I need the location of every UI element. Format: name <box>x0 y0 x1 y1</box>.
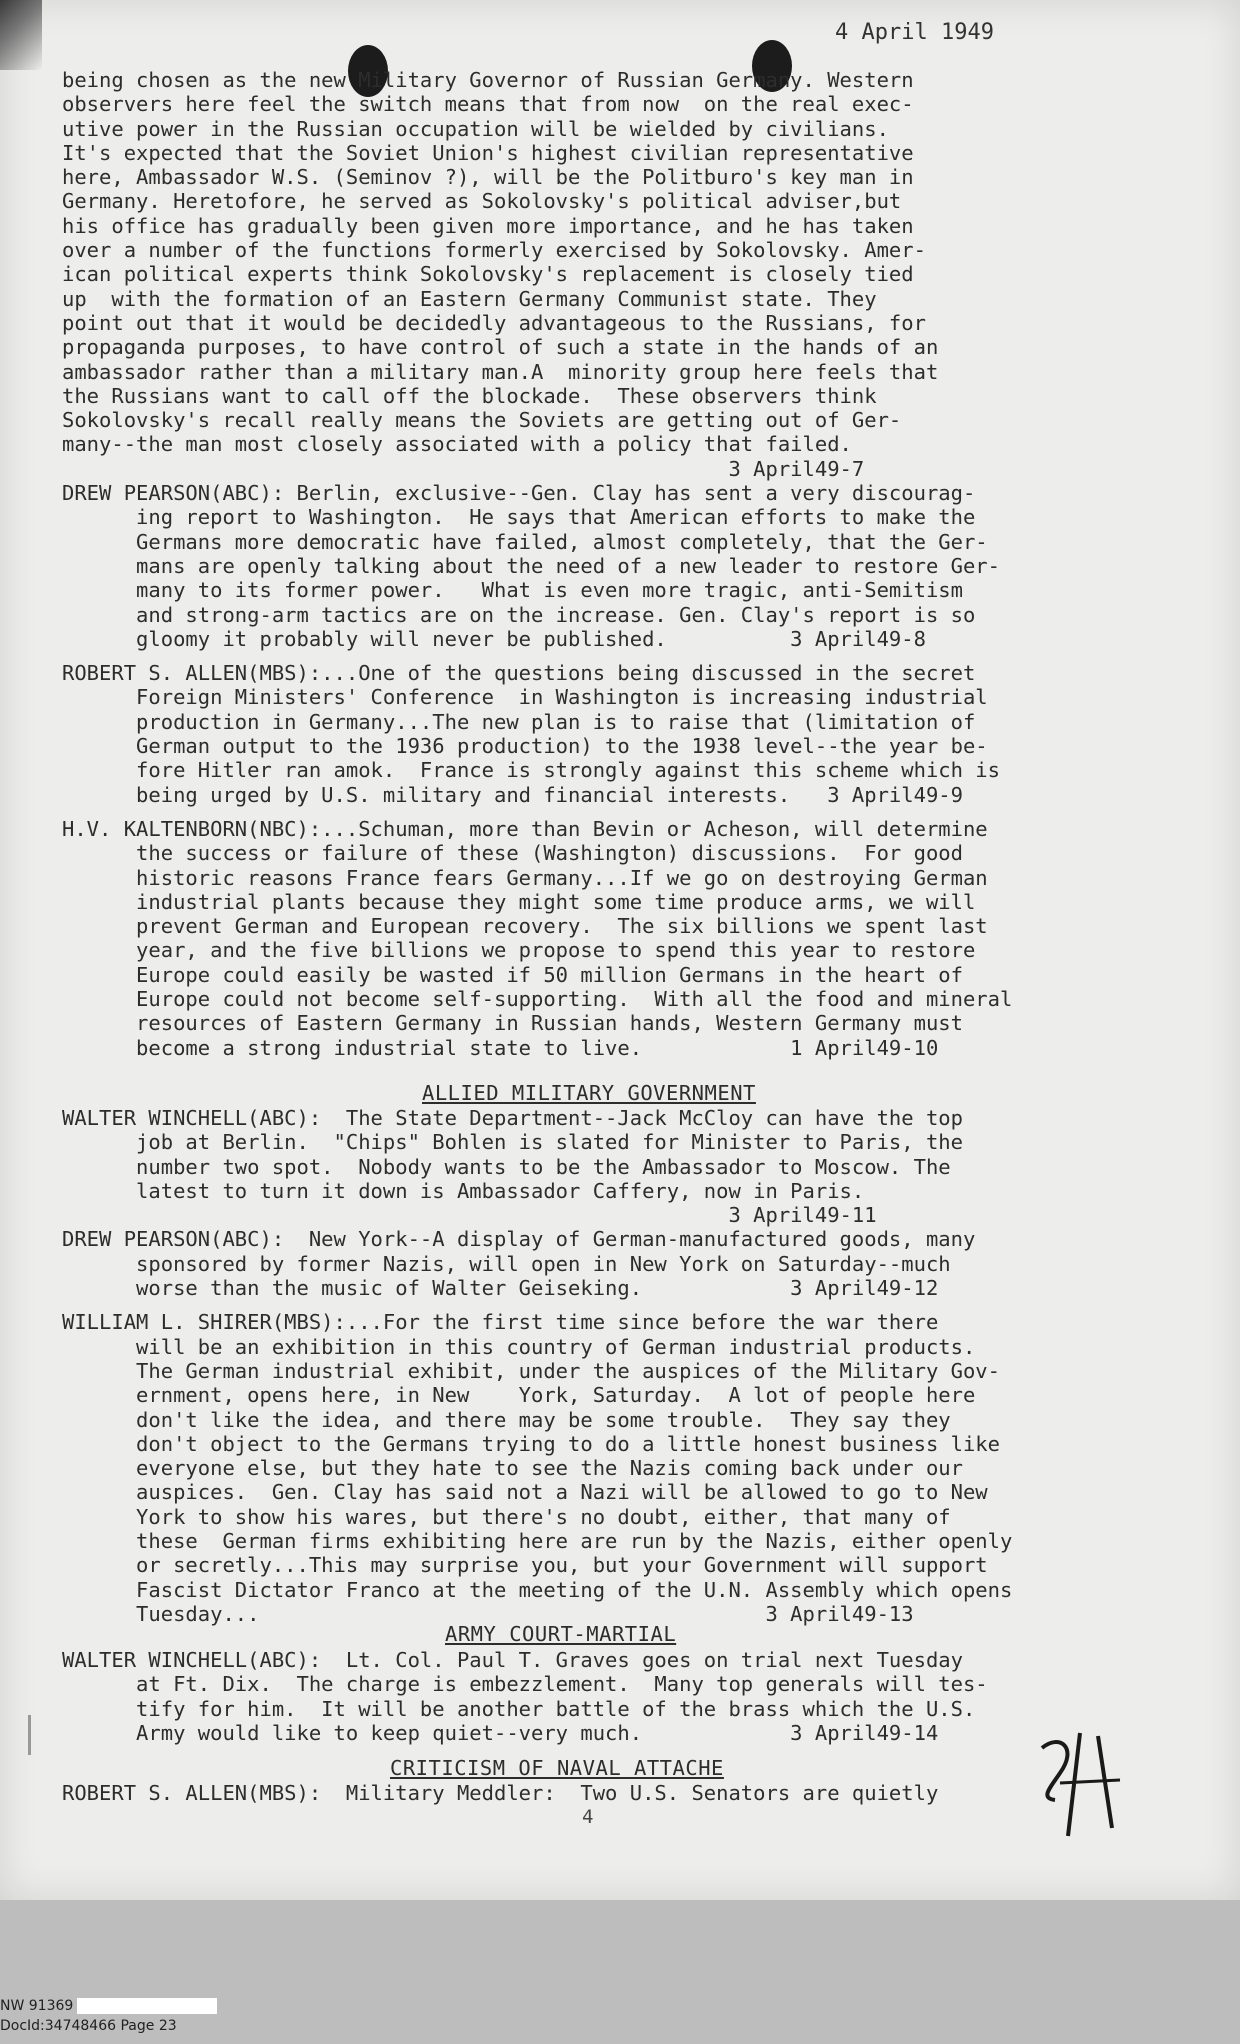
text-line: It's expected that the Soviet Union's highest civilian representative <box>62 140 914 165</box>
text-line: Foreign Ministers' Conference in Washington is increasing industrial <box>62 685 988 710</box>
text-line: DREW PEARSON(ABC): Berlin, exclusive--Gen. Clay has sent a very discourag- <box>62 481 976 506</box>
text-line: the success or failure of these (Washington) discussions. For good <box>62 841 963 866</box>
heading-army-court-martial: ARMY COURT-MARTIAL <box>445 1622 677 1646</box>
text-line: resources of Eastern Germany in Russian hands, Western Germany must <box>62 1011 963 1036</box>
text-line: utive power in the Russian occupation will be wielded by civilians. <box>62 116 889 141</box>
text-line: Germans more democratic have failed, almost completely, that the Ger- <box>62 529 988 554</box>
text-line: industrial plants because they might some time produce arms, we will <box>62 889 976 914</box>
text-line: ing report to Washington. He says that American efforts to make the <box>62 505 976 530</box>
text-line: at Ft. Dix. The charge is embezzlement. Many top generals will tes- <box>62 1672 988 1697</box>
text-line: DREW PEARSON(ABC): New York--A display of German-manufactured goods, many <box>62 1227 976 1252</box>
text-line: don't like the idea, and there may be some trouble. They say they <box>62 1407 951 1432</box>
nw-label: NW 91369 <box>0 1998 74 2014</box>
text-line: mans are openly talking about the need of a new leader to restore Ger- <box>62 553 1000 578</box>
text-line: ican political experts think Sokolovsky's replacement is closely tied <box>62 262 914 287</box>
text-line: auspices. Gen. Clay has said not a Nazi will be allowed to go to New <box>62 1480 988 1505</box>
body-block-2 <box>62 1106 1012 1626</box>
text-line: Army would like to keep quiet--very much. 3 April49-14 <box>62 1720 939 1745</box>
archive-footer <box>0 1996 260 2036</box>
heading-criticism-naval-attache: CRITICISM OF NAVAL ATTACHE <box>390 1756 724 1780</box>
text-line: WALTER WINCHELL(ABC): Lt. Col. Paul T. Graves goes on trial next Tuesday <box>62 1648 963 1672</box>
edge-mark <box>28 1715 31 1755</box>
text-line: these German firms exhibiting here are run by the Nazis, either openly <box>62 1529 1013 1554</box>
text-line: Europe could not become self-supporting. With all the food and mineral <box>62 986 1013 1011</box>
handwritten-initials <box>1020 1728 1130 1838</box>
text-line: gloomy it probably will never be published. 3 April49-8 <box>62 626 926 651</box>
text-line: ambassador rather than a military man.A minority group here feels that <box>62 359 939 384</box>
text-line: The German industrial exhibit, under the auspices of the Military Gov- <box>62 1358 1000 1383</box>
text-line <box>62 807 1012 817</box>
text-line: his office has gradually been given more importance, and he has taken <box>62 213 914 238</box>
text-line: 3 April49-11 <box>62 1203 877 1228</box>
docid-label: DocId:34748466 Page 23 <box>0 2018 177 2034</box>
text-line: fore Hitler ran amok. France is strongly against this scheme which is <box>62 758 1000 783</box>
text-line: ernment, opens here, in New York, Saturday. A lot of people here <box>62 1383 976 1408</box>
text-line: sponsored by former Nazis, will open in New York on Saturday--much <box>62 1251 951 1276</box>
text-line: Europe could easily be wasted if 50 million Germans in the heart of <box>62 962 963 987</box>
text-line: number two spot. Nobody wants to be the Ambassador to Moscow. The <box>62 1154 951 1179</box>
text-line: the Russians want to call off the blockade. These observers think <box>62 383 877 408</box>
text-line: ROBERT S. ALLEN(MBS):...One of the questions being discussed in the secret <box>62 661 976 686</box>
text-line: point out that it would be decidedly advantageous to the Russians, for <box>62 310 926 335</box>
redaction-box <box>77 1998 217 2014</box>
text-line: York to show his wares, but there's no doubt, either, that many of <box>62 1504 951 1529</box>
text-line: will be an exhibition in this country of German industrial products. <box>62 1334 976 1359</box>
heading-allied-military-government: ALLIED MILITARY GOVERNMENT <box>422 1081 756 1105</box>
text-line: Fascist Dictator Franco at the meeting of the U.N. Assembly which opens <box>62 1577 1013 1602</box>
text-line: being chosen as the new Military Governor of Russian Germany. Western <box>62 68 914 92</box>
text-line: up with the formation of an Eastern Germany Communist state. They <box>62 286 877 311</box>
text-line: Germany. Heretofore, he served as Sokolovsky's political adviser,but <box>62 189 902 214</box>
text-line: or secretly...This may surprise you, but your Government will support <box>62 1553 988 1578</box>
text-line: historic reasons France fears Germany...If we go on destroying German <box>62 865 988 890</box>
body-block-1 <box>62 68 1012 1060</box>
text-line: observers here feel the switch means that from now on the real exec- <box>62 92 914 117</box>
text-line: H.V. KALTENBORN(NBC):...Schuman, more than Bevin or Acheson, will determine <box>62 816 988 841</box>
text-line: many to its former power. What is even more tragic, anti-Semitism <box>62 578 963 603</box>
text-line: Sokolovsky's recall really means the Soviets are getting out of Ger- <box>62 408 902 433</box>
text-line: 3 April49-7 <box>62 456 865 481</box>
text-line: worse than the music of Walter Geiseking. 3 April49-12 <box>62 1276 939 1301</box>
text-line: WALTER WINCHELL(ABC): The State Department--Jack McCloy can have the top <box>62 1106 963 1130</box>
text-line: tify for him. It will be another battle of the brass which the U.S. <box>62 1696 976 1721</box>
text-line: prevent German and European recovery. The six billions we spent last <box>62 914 988 939</box>
text-line: and strong-arm tactics are on the increase. Gen. Clay's report is so <box>62 602 976 627</box>
text-line <box>62 1300 1012 1310</box>
text-line: WILLIAM L. SHIRER(MBS):...For the first time since before the war there <box>62 1310 939 1335</box>
text-line: many--the man most closely associated with a policy that failed. <box>62 432 852 457</box>
text-line: year, and the five billions we propose to spend this year to restore <box>62 938 976 963</box>
text-line: don't object to the Germans trying to do a little honest business like <box>62 1431 1000 1456</box>
text-line: over a number of the functions formerly exercised by Sokolovsky. Amer- <box>62 238 926 263</box>
text-line: Tuesday... 3 April49-13 <box>62 1601 914 1626</box>
last-entry-line: ROBERT S. ALLEN(MBS): Military Meddler: Two U.S. Senators are quietly <box>62 1781 939 1805</box>
text-line: here, Ambassador W.S. (Seminov ?), will be the Politburo's key man in <box>62 165 914 190</box>
page-number: 4 <box>582 1806 594 1828</box>
text-line: become a strong industrial state to live. 1 April49-10 <box>62 1035 939 1060</box>
text-line: latest to turn it down is Ambassador Caffery, now in Paris. <box>62 1178 865 1203</box>
body-block-3 <box>62 1648 988 1745</box>
text-line: job at Berlin. "Chips" Bohlen is slated for Minister to Paris, the <box>62 1130 963 1155</box>
text-line: production in Germany...The new plan is to raise that (limitation of <box>62 709 976 734</box>
page-date: 4 April 1949 <box>835 20 994 45</box>
text-line: everyone else, but they hate to see the Nazis coming back under our <box>62 1456 963 1481</box>
text-line: German output to the 1936 production) to the 1938 level--the year be- <box>62 734 988 759</box>
text-line: propaganda purposes, to have control of such a state in the hands of an <box>62 335 939 360</box>
scan-corner-shadow <box>0 0 42 70</box>
text-line <box>62 651 1012 661</box>
text-line: being urged by U.S. military and financial interests. 3 April49-9 <box>62 782 963 807</box>
